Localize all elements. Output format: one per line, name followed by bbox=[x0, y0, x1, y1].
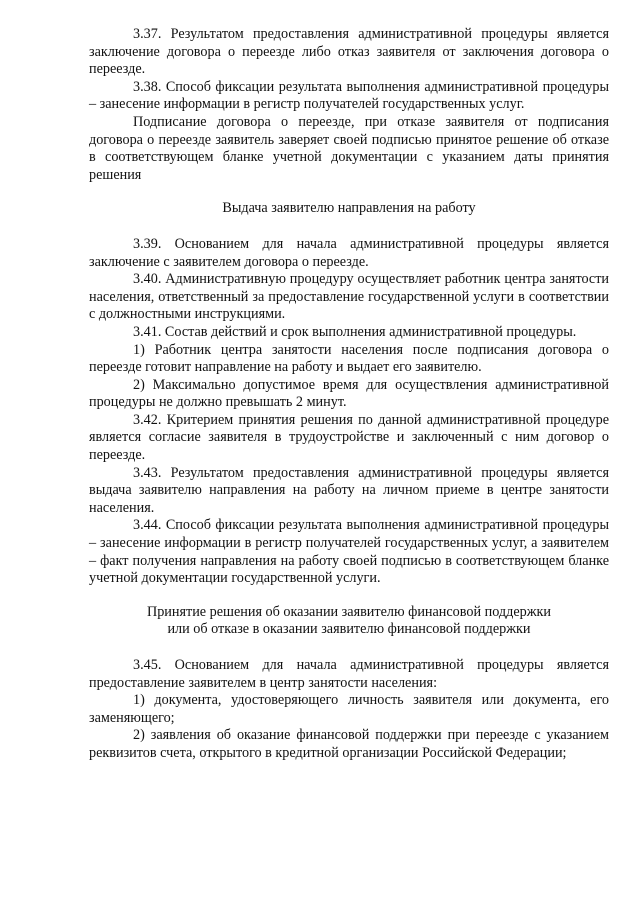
paragraph-3-41-item-1: 1) Работник центра занятости населения после подписания договора о переезде готовит направление на работу и выдает его заявителю. bbox=[89, 341, 609, 376]
section-heading-financial-support-line-1: Принятие решения об оказании заявителю финансовой поддержки bbox=[146, 603, 552, 620]
paragraph-3-38: 3.38. Способ фиксации результата выполнения административной процедуры – занесение информации в регистр получателей государственных услуг. bbox=[89, 78, 609, 113]
paragraph-3-39: 3.39. Основанием для начала административной процедуры является заключение с заявителем договора о переезде. bbox=[89, 235, 609, 270]
paragraph-3-44: 3.44. Способ фиксации результата выполнения административной процедуры – занесение информации в регистр получателей государственных услуг, а заявителем – факт получения направления на работу своей подписью в соответствующем бланке учетной документации государственной услуги. bbox=[89, 517, 609, 587]
paragraph-3-41: 3.41. Состав действий и срок выполнения административной процедуры. bbox=[133, 323, 577, 340]
paragraph-3-45-item-2: 2) заявления об оказание финансовой поддержки при переезде с указанием реквизитов счета, открытого в кредитной организации Российской Федерации; bbox=[89, 727, 609, 761]
spacer bbox=[89, 218, 609, 236]
paragraph-3-43: 3.43. Результатом предоставления административной процедуры является выдача заявителю направления на работу на личном приеме в центре занятости населения. bbox=[89, 464, 609, 516]
section-heading-financial-support-line-2: или об отказе в оказании заявителю финансовой поддержки bbox=[167, 621, 531, 638]
paragraph-3-37: 3.37. Результатом предоставления административной процедуры является заключение договора о переезде либо отказ заявителя от заключения договора о переезде. bbox=[89, 26, 609, 78]
paragraph-signing: Подписание договора о переезде, при отказе заявителя от подписания договора о переезде заявитель заверяет своей подписью принятое решение об отказе в соответствующем бланке учетной документации с указанием даты принятия решения bbox=[89, 113, 609, 183]
paragraph-3-41-item-2: 2) Максимально допустимое время для осуществления административной процедуры не должно превышать 2 минут. bbox=[89, 376, 609, 411]
spacer bbox=[89, 588, 609, 604]
paragraph-3-42: 3.42. Критерием принятия решения по данной административной процедуре является согласие заявителя в трудоустройстве и заключенный с ним договор о переезде. bbox=[89, 411, 609, 464]
paragraph-3-45: 3.45. Основанием для начала административной процедуры является предоставление заявителем в центр занятости населения: bbox=[89, 657, 609, 691]
paragraph-3-40: 3.40. Административную процедуру осуществляет работник центра занятости населения, ответственный за предоставление государственной услуги в соответствии с должностными инструкциями. bbox=[89, 271, 609, 323]
section-heading-referral: Выдача заявителю направления на работу bbox=[222, 200, 476, 217]
paragraph-3-45-item-1: 1) документа, удостоверяющего личность заявителя или документа, его заменяющего; bbox=[89, 692, 609, 726]
spacer bbox=[89, 639, 609, 657]
spacer bbox=[89, 184, 609, 200]
